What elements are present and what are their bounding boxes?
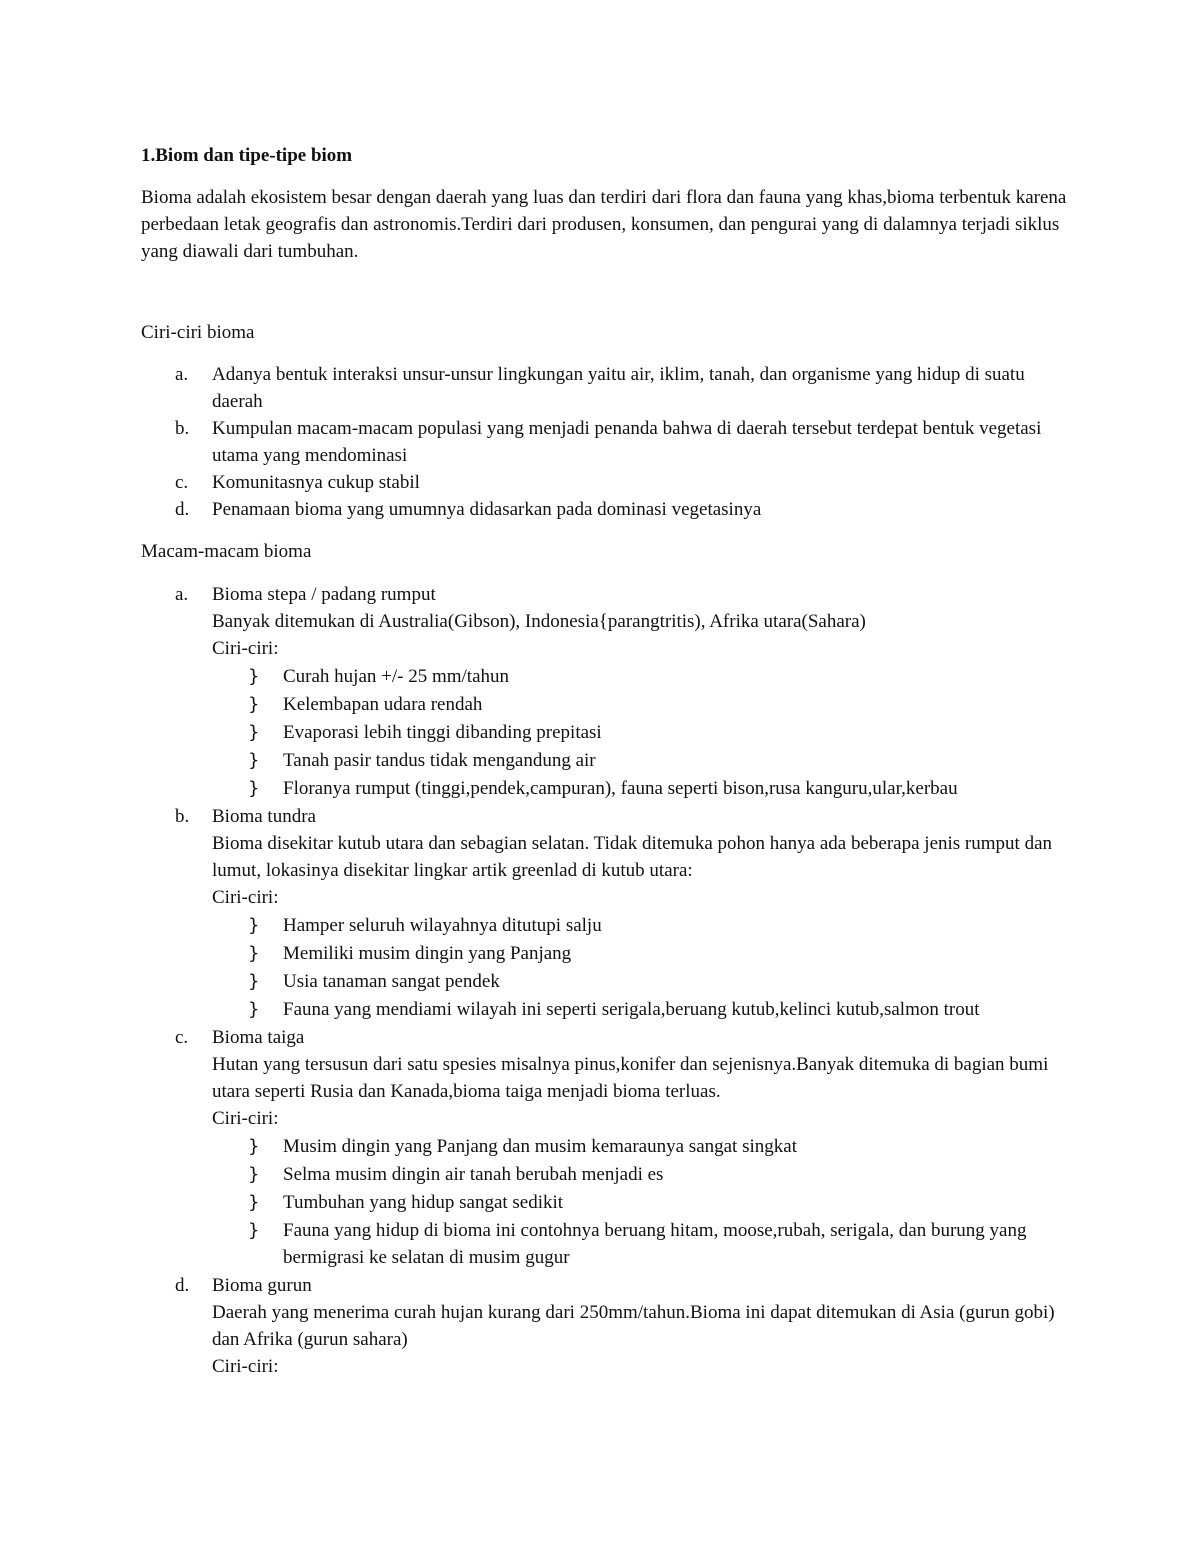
document-content xyxy=(141,142,1071,1380)
characteristic-text: Selma musim dingin air tanah berubah menjadi es xyxy=(283,1164,664,1185)
characteristics-list xyxy=(212,912,1071,1023)
characteristics-list xyxy=(212,663,1071,802)
biome-name: Bioma taiga xyxy=(212,1027,305,1048)
biome-list xyxy=(141,581,1071,1380)
bullet-icon: } xyxy=(248,971,260,992)
characteristic-item xyxy=(212,912,1071,939)
list-marker: b. xyxy=(175,418,190,439)
biome-item-tundra xyxy=(141,803,1071,1023)
bullet-icon: } xyxy=(248,750,260,771)
characteristic-item xyxy=(212,1189,1071,1216)
list-marker: a. xyxy=(175,364,189,385)
list-item-text: Penamaan bioma yang umumnya didasarkan pada dominasi vegetasinya xyxy=(212,499,762,520)
list-marker: c. xyxy=(175,472,189,493)
list-item xyxy=(141,469,1071,496)
biome-name: Bioma stepa / padang rumput xyxy=(212,584,436,605)
bullet-icon: } xyxy=(248,1192,260,1213)
biome-description: Daerah yang menerima curah hujan kurang dari 250mm/tahun.Bioma ini dapat ditemukan di Asia (gurun gobi) dan Afrika (gurun sahara) xyxy=(212,1302,1055,1350)
list-item-text: Adanya bentuk interaksi unsur-unsur lingkungan yaitu air, iklim, tanah, dan organisme yang hidup di suatu daerah xyxy=(212,364,1025,412)
biome-description: Banyak ditemukan di Australia(Gibson), Indonesia{parangtritis), Afrika utara(Sahara) xyxy=(212,611,866,632)
characteristic-text: Fauna yang hidup di bioma ini contohnya beruang hitam, moose,rubah, serigala, dan burung yang bermigrasi ke selatan di musim gugur xyxy=(283,1220,1027,1268)
characteristic-item xyxy=(212,968,1071,995)
bullet-icon: } xyxy=(248,778,260,799)
characteristics-list xyxy=(212,1133,1071,1271)
bullet-icon: } xyxy=(248,1220,260,1241)
characteristic-text: Tumbuhan yang hidup sangat sedikit xyxy=(283,1192,564,1213)
characteristic-text: Usia tanaman sangat pendek xyxy=(283,971,500,992)
bullet-icon: } xyxy=(248,1164,260,1185)
biome-item-gurun xyxy=(141,1272,1071,1380)
list-item-text: Komunitasnya cukup stabil xyxy=(212,472,420,493)
characteristic-item xyxy=(212,747,1071,774)
characteristic-text: Kelembapan udara rendah xyxy=(283,694,483,715)
biome-item-stepa xyxy=(141,581,1071,802)
ciri-ciri-label: Ciri-ciri: xyxy=(212,1356,279,1377)
list-item-text: Kumpulan macam-macam populasi yang menjadi penanda bahwa di daerah tersebut terdepat bentuk vegetasi utama yang mendominasi xyxy=(212,418,1042,466)
characteristic-text: Fauna yang mendiami wilayah ini seperti serigala,beruang kutub,kelinci kutub,salmon trout xyxy=(283,999,980,1020)
bullet-icon: } xyxy=(248,1136,260,1157)
characteristic-item xyxy=(212,1133,1071,1160)
bullet-icon: } xyxy=(248,694,260,715)
list-marker: a. xyxy=(175,584,189,605)
characteristic-text: Floranya rumput (tinggi,pendek,campuran), fauna seperti bison,rusa kanguru,ular,kerbau xyxy=(283,778,958,799)
characteristic-text: Musim dingin yang Panjang dan musim kemaraunya sangat singkat xyxy=(283,1136,797,1157)
list-item xyxy=(141,415,1071,469)
ciri-ciri-label: Ciri-ciri: xyxy=(212,1108,279,1129)
characteristic-text: Hamper seluruh wilayahnya ditutupi salju xyxy=(283,915,602,936)
list-item xyxy=(141,361,1071,415)
bullet-icon: } xyxy=(248,722,260,743)
characteristic-text: Tanah pasir tandus tidak mengandung air xyxy=(283,750,596,771)
ciri-bioma-heading: Ciri-ciri bioma xyxy=(141,322,255,343)
list-marker: d. xyxy=(175,1275,190,1296)
characteristic-text: Memiliki musim dingin yang Panjang xyxy=(283,943,572,964)
characteristic-item xyxy=(212,1217,1071,1271)
characteristic-item xyxy=(212,1161,1071,1188)
biome-name: Bioma gurun xyxy=(212,1275,312,1296)
characteristic-item xyxy=(212,940,1071,967)
list-marker: d. xyxy=(175,499,190,520)
biome-description: Hutan yang tersusun dari satu spesies misalnya pinus,konifer dan sejenisnya.Banyak ditemuka di bagian bumi utara seperti Rusia dan Kanada,bioma taiga menjadi bioma terluas. xyxy=(212,1054,1049,1102)
bullet-icon: } xyxy=(248,915,260,936)
characteristic-item xyxy=(212,719,1071,746)
biome-description: Bioma disekitar kutub utara dan sebagian selatan. Tidak ditemuka pohon hanya ada beberapa jenis rumput dan lumut, lokasinya disekitar lingkar artik greenlad di kutub utara: xyxy=(212,833,1052,881)
macam-bioma-heading: Macam-macam bioma xyxy=(141,541,312,562)
characteristic-item xyxy=(212,775,1071,802)
document-title: 1.Biom dan tipe-tipe biom xyxy=(141,145,353,166)
list-marker: b. xyxy=(175,806,190,827)
bullet-icon: } xyxy=(248,943,260,964)
characteristic-item xyxy=(212,996,1071,1023)
bullet-icon: } xyxy=(248,999,260,1020)
biome-name: Bioma tundra xyxy=(212,806,316,827)
ciri-ciri-label: Ciri-ciri: xyxy=(212,638,279,659)
bullet-icon: } xyxy=(248,666,260,687)
characteristic-text: Evaporasi lebih tinggi dibanding prepitasi xyxy=(283,722,602,743)
list-item xyxy=(141,496,1071,523)
characteristic-item xyxy=(212,663,1071,690)
ciri-bioma-list xyxy=(141,361,1071,523)
characteristic-text: Curah hujan +/- 25 mm/tahun xyxy=(283,666,510,687)
characteristic-item xyxy=(212,691,1071,718)
biome-item-taiga xyxy=(141,1024,1071,1271)
ciri-ciri-label: Ciri-ciri: xyxy=(212,887,279,908)
intro-paragraph: Bioma adalah ekosistem besar dengan daerah yang luas dan terdiri dari flora dan fauna yang khas,bioma terbentuk karena perbedaan letak geografis dan astronomis.Terdiri dari produsen, konsumen, dan pengurai yang di dalamnya terjadi siklus yang diawali dari tumbuhan. xyxy=(141,187,1067,262)
list-marker: c. xyxy=(175,1027,189,1048)
